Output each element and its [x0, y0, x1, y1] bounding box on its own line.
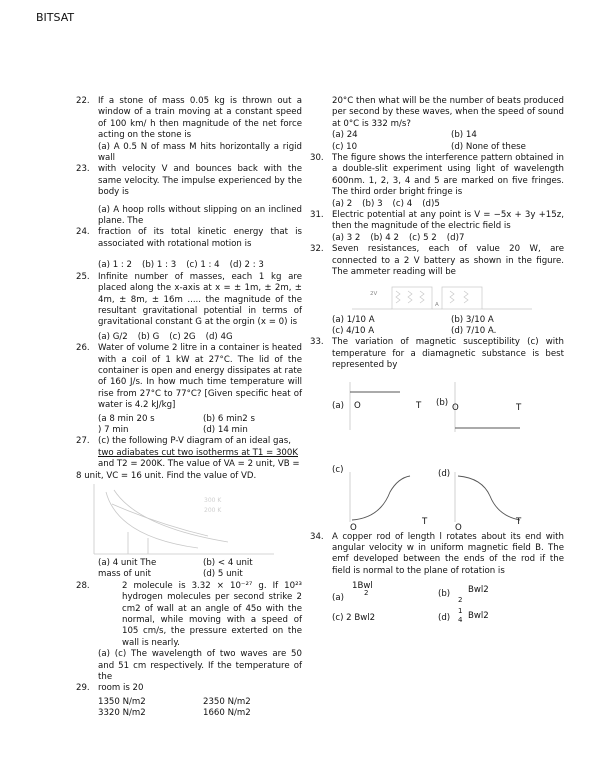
option-b: (b) 4 2 — [370, 232, 399, 243]
question-25 — [76, 272, 302, 343]
pv-diagram — [78, 482, 302, 558]
option-d: (d) 14 min — [203, 424, 248, 435]
graph-c-axis: T — [422, 516, 428, 527]
option-d: (d)5 — [422, 198, 440, 209]
option-b: (b) 3 — [362, 198, 383, 209]
graph-b-label: (b) — [436, 397, 449, 408]
option-a: (a) 2 — [332, 198, 353, 209]
question-options: (a) (c) The wavelength of two waves are 50 and 51 cm respectively. If the temperature of the — [98, 649, 302, 683]
question-31 — [310, 210, 564, 244]
option-b: (b) 3/10 A — [451, 314, 494, 325]
option-a: (a) G/2 — [98, 331, 128, 342]
graph-a-axis: T — [416, 400, 422, 411]
graph-a-label: (a) — [332, 400, 344, 411]
option-a: (a) 4 unit The — [98, 558, 157, 568]
graph-a-origin: O — [354, 400, 361, 411]
question-text: 2 molecule is 3.32 × 10⁻²⁷ g. If 10²³ hydrogen molecules per second strike 2 cm2 of wall at an angle of 45o with the normal, while moving with a speed of 105 cm/s, the pressure exterted on the wall is nearly. — [122, 580, 302, 648]
graph-c-label: (c) — [332, 464, 344, 475]
option-b: (b) 14 — [451, 130, 477, 141]
question-number: 30. — [310, 153, 324, 164]
graph-b-axis: T — [516, 402, 522, 413]
question-options: (a) A 0.5 N of mass M hits horizontally a rigid wall — [98, 141, 302, 164]
question-text: If a stone of mass 0.05 kg is thrown out a window of a train moving at a constant speed of 100 km/ h then magnitude of the net force acting on the stone is — [98, 96, 302, 141]
option-c: (c) 2 Bwl2 — [332, 613, 376, 624]
graph-c-origin: O — [350, 522, 357, 532]
option-b: (b) < 4 unit — [203, 558, 253, 568]
susceptibility-svg — [310, 372, 564, 532]
graph-b-origin: O — [452, 402, 459, 413]
page-header: BITSAT — [36, 11, 75, 24]
question-text: A copper rod of length l rotates about its end with angular velocity w in uniform magnetic field B. The emf developed between the ends of the rod if the field is normal to the plane of rotation is — [332, 531, 564, 576]
option-c: (c) 1 : 4 — [186, 260, 220, 271]
option-c: ) 7 min — [98, 424, 129, 435]
question-27 — [76, 436, 302, 580]
option-b-denominator: 2 — [458, 596, 463, 605]
option-b: (b) — [438, 589, 451, 600]
question-26 — [76, 343, 302, 436]
question-text: room is 20 — [98, 683, 144, 694]
circuit-diagram — [332, 281, 564, 315]
option-d: (d) 7/10 A. — [451, 325, 497, 336]
option-a: (a) — [332, 593, 344, 604]
question-text: Infinite number of masses, each 1 kg are placed along the x-axis at x = ± 1m, ± 2m, ± 4m, ± 8m, ± 16m ..... the magnitude of the resultant gravitational potential in terms of gravitational constant G at the orgin (x = 0) is — [98, 271, 302, 328]
question-number: 22. — [76, 96, 90, 106]
question-29-continued — [310, 96, 564, 153]
option-d: (d)7 — [446, 232, 465, 243]
question-text: Seven resistances, each of value 20 W, are connected to a 2 V battery as shown in the figure. The ammeter reading will be — [332, 244, 564, 278]
question-23 — [76, 164, 302, 227]
question-34 — [310, 531, 564, 625]
question-32 — [310, 244, 564, 337]
question-number: 25. — [76, 271, 90, 282]
ammeter-label: A — [435, 301, 439, 308]
question-33 — [310, 337, 564, 531]
question-number: 32. — [310, 244, 324, 255]
option-d: (d) — [438, 613, 451, 624]
susceptibility-graphs — [310, 372, 564, 532]
question-28 — [76, 581, 302, 684]
option-d: 1660 N/m2 — [203, 708, 251, 719]
option-d-numerator: 1 — [458, 607, 463, 616]
option-c: (c) 10 — [332, 141, 358, 152]
question-number: 34. — [310, 531, 324, 542]
question-number: 28. — [76, 580, 90, 591]
option-c: (c) 4 — [392, 198, 413, 209]
option-c: (c) 5 2 — [408, 232, 437, 243]
option-a: (a) 1/10 A — [332, 314, 375, 325]
question-text: (c) the following P-V diagram of an ideal gas, — [98, 436, 291, 447]
question-text: Water of volume 2 litre in a container is heated with a coil of 1 kW at 27°C. The lid of the container is open and energy dissipates at rate of 160 J/s. In how much time temperature will rise from 27°C to 77°C? [Given specific heat of water is 4.2 kJ/kg] — [98, 343, 302, 411]
option-b: 2350 N/m2 — [203, 696, 251, 707]
option-a: (a) 3 2 — [332, 232, 361, 243]
pv-diagram-svg — [78, 482, 278, 558]
question-number: 24. — [76, 227, 90, 238]
option-b: (b) 6 min2 s — [203, 413, 255, 424]
battery-label: 2V — [370, 290, 378, 297]
left-column — [76, 96, 302, 720]
option-b: (b) 1 : 3 — [142, 260, 177, 271]
isotherm-label-1: 300 K — [204, 497, 222, 504]
question-29 — [76, 683, 302, 719]
option-a-denominator: 2 — [364, 589, 369, 598]
question-text: with velocity V and bounces back with the same velocity. The impulse experienced by the body is — [98, 164, 302, 198]
question-number: 33. — [310, 337, 324, 348]
question-number: 26. — [76, 343, 90, 354]
question-24 — [76, 227, 302, 271]
option-a: 1350 N/m2 — [98, 696, 146, 707]
question-text: fraction of its total kinetic energy that is associated with rotational motion is — [98, 227, 302, 249]
option-c: (c) 4/10 A — [332, 325, 375, 336]
question-number: 31. — [310, 210, 324, 221]
option-b-value: Bwl2 — [468, 585, 489, 596]
option-d-denominator: 4 — [458, 616, 463, 625]
right-column — [310, 96, 564, 625]
question-options: (a) A hoop rolls without slipping on an inclined plane. The — [98, 204, 302, 227]
question-number: 23. — [76, 164, 90, 175]
option-d: (d) None of these — [451, 141, 526, 152]
option-d: (d) 4G — [205, 331, 233, 342]
option-c: mass of unit — [98, 569, 151, 580]
question-number: 29. — [76, 683, 90, 694]
graph-d-origin: O — [455, 522, 462, 532]
question-text: The variation of magnetic susceptibility (c) with temperature for a diamagnetic substance is best represented by — [332, 337, 564, 371]
question-text: The figure shows the interference pattern obtained in a double-slit experiment using light of wavelength 600nm. 1, 2, 3, 4 and 5 are marked on five fringes. The third order bright fringe is — [332, 153, 564, 198]
question-22 — [76, 96, 302, 164]
option-b: (b) G — [137, 331, 160, 342]
question-text-line: and T2 = 200K. The value of VA = 2 unit, VB = — [98, 459, 300, 470]
option-a-value: 1Bwl — [352, 581, 373, 592]
question-options — [332, 577, 564, 625]
question-30 — [310, 153, 564, 210]
circuit-svg — [332, 281, 562, 315]
option-c: 3320 N/m2 — [98, 708, 146, 719]
graph-d-axis: T — [516, 516, 522, 527]
question-text: Electric potential at any point is V = −5x + 3y +15z, then the magnitude of the electric field is — [332, 210, 564, 232]
question-text-line: 8 unit, VC = 16 unit. Find the value of VD. — [76, 470, 257, 481]
question-number: 27. — [76, 436, 90, 447]
option-d: (d) 5 unit — [203, 569, 243, 580]
option-d-value: Bwl2 — [468, 611, 489, 622]
question-text: 20°C then what will be the number of beats produced per second by these waves, when the speed of sound at 0°C is 332 m/s? — [332, 96, 564, 129]
option-a: (a) 24 — [332, 130, 358, 141]
question-text-line: two adiabates cut two isotherms at T1 = 300K — [98, 447, 298, 458]
isotherm-label-2: 200 K — [204, 507, 222, 514]
option-a: (a 8 min 20 s — [98, 413, 155, 424]
option-a: (a) 1 : 2 — [98, 260, 132, 271]
option-c: (c) 2G — [169, 331, 196, 342]
graph-d-label: (d) — [438, 468, 451, 479]
option-d: (d) 2 : 3 — [229, 260, 264, 271]
